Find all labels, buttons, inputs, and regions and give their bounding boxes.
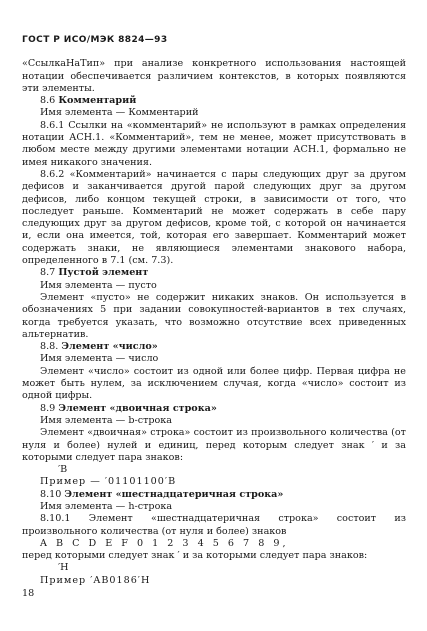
text-line: Элемент «пусто» не содержит никаких знаков. Он используется в обозначениях 5 при задании совокупностей-вариантов в тех случаях, когда требуется указать, что возможно отсутствие всех приведенных альтернатив. bbox=[22, 291, 406, 340]
text-line: ′B bbox=[58, 464, 68, 476]
standard-header: ГОСТ Р ИСО/МЭК 8824—93 bbox=[22, 35, 168, 45]
section-heading bbox=[22, 95, 406, 107]
section-title: Элемент «шестнадцатеричная строка» bbox=[64, 488, 284, 500]
text-line: Имя элемента — пусто bbox=[40, 279, 157, 291]
section-number: 8.9 bbox=[40, 402, 59, 414]
section-heading bbox=[22, 489, 406, 501]
section-number: 8.6 bbox=[40, 95, 59, 107]
section-title: Пустой элемент bbox=[58, 267, 149, 279]
text-line: 8.6.1 Ссылки на «комментарий» не используют в рамках определения нотации АСН.1. «Комментарий», тем не менее, может присутствовать в любом месте между другими элементами нотации АСН.1, формально не имея никакого значения. bbox=[22, 119, 406, 168]
section-heading bbox=[22, 341, 406, 353]
section-title: Элемент «двоичная строка» bbox=[58, 402, 217, 414]
text-line: 8.6.2 «Комментарий» начинается с пары следующих друг за другом дефисов и заканчивается другой парой следующих друг за другом дефисов, либо концом текущей строки, в зависимости от того, что последует раньше. Комментарий не может содержать в себе пару следующих друг за другом дефисов, кроме той, с которой он начинается и, если она имеется, той, которая его завершает. Комментарий может содержать знаки, не являющиеся элементами знакового набора, определенного в 7.1 (см. 7.3). bbox=[22, 168, 406, 267]
text-line: Имя элемента — число bbox=[40, 353, 159, 365]
section-number: 8.10 bbox=[40, 488, 65, 500]
text-line: Элемент «число» состоит из одной или более цифр. Первая цифра не может быть нулем, за исключением случая, когда «число» состоит из одной цифры. bbox=[22, 365, 406, 402]
text-line: «СсылкаНаТип» при анализе конкретного использования настоящей нотации обеспечивается различием контекстов, в которых появляются эти элементы. bbox=[22, 58, 406, 94]
text-line: ′H bbox=[58, 562, 69, 574]
text-line: Пример — ′01101100′B bbox=[40, 476, 177, 488]
section-heading bbox=[22, 267, 406, 279]
section-title: Комментарий bbox=[58, 95, 137, 107]
text-line: 8.10.1 Элемент «шестнадцатеричная строка» состоит из произвольного количества (от нуля и более) знаков bbox=[22, 513, 406, 537]
section-number: 8.8. bbox=[40, 341, 62, 353]
text-line: Имя элемента — b-строка bbox=[40, 414, 173, 426]
text-line: A B C D E F 0 1 2 3 4 5 6 7 8 9, bbox=[40, 537, 289, 549]
text-line: Имя элемента — Комментарий bbox=[40, 107, 199, 119]
section-title: Элемент «число» bbox=[61, 341, 158, 353]
text-line: Элемент «двоичная» строка» состоит из произвольного количества (от нуля и более) нулей и единиц, перед которым следует знак ′ и за которыми следует пара знаков: bbox=[22, 427, 406, 463]
text-line: Пример ′AB0186′H bbox=[40, 574, 151, 586]
section-number: 8.7 bbox=[40, 267, 59, 279]
section-heading bbox=[22, 403, 406, 415]
text-line: Имя элемента — h-строка bbox=[40, 500, 173, 512]
document-page bbox=[22, 34, 406, 587]
body-text bbox=[22, 58, 406, 587]
text-line: перед которыми следует знак ′ и за которыми следует пара знаков: bbox=[22, 550, 368, 562]
page-number: 18 bbox=[22, 588, 35, 599]
